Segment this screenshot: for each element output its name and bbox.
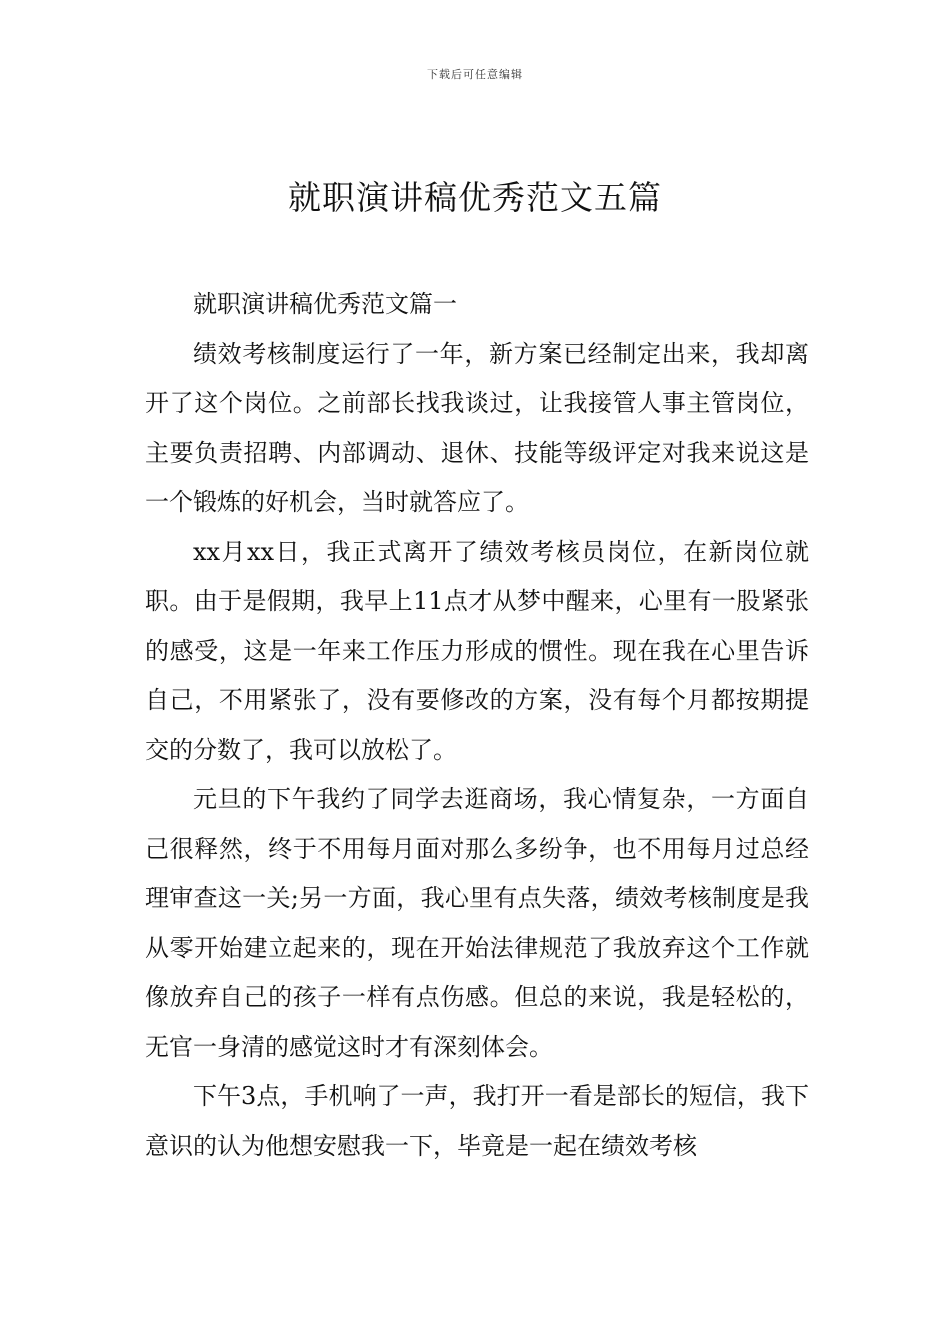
document-title: 就职演讲稿优秀范文五篇 [288, 178, 662, 217]
document-body [145, 280, 809, 1171]
paragraph: xx月xx日，我正式离开了绩效考核员岗位，在新岗位就职。由于是假期，我早上11点才从梦中醒来，心里有一股紧张的感受，这是一年来工作压力形成的惯性。现在我在心里告诉自己，不用紧张了，没有要修改的方案，没有每个月都按期提交的分数了，我可以放松了。 [145, 537, 809, 764]
header-note: 下载后可任意编辑 [427, 68, 523, 81]
paragraph: 元旦的下午我约了同学去逛商场，我心情复杂，一方面自己很释然，终于不用每月面对那么多纷争，也不用每月过总经理审查这一关;另一方面，我心里有点失落，绩效考核制度是我从零开始建立起来的，现在开始法律规范了我放弃这个工作就像放弃自己的孩子一样有点伤感。但总的来说，我是轻松的，无官一身清的感觉这时才有深刻体会。 [145, 785, 809, 1061]
paragraph: 绩效考核制度运行了一年，新方案已经制定出来，我却离开了这个岗位。之前部长找我谈过，让我接管人事主管岗位，主要负责招聘、内部调动、退休、技能等级评定对我来说这是一个锻炼的好机会，当时就答应了。 [145, 339, 809, 516]
paragraph: 下午3点，手机响了一声，我打开一看是部长的短信，我下意识的认为他想安慰我一下，毕竟是一起在绩效考核 [145, 1082, 809, 1160]
section-title: 就职演讲稿优秀范文篇一 [193, 290, 457, 318]
